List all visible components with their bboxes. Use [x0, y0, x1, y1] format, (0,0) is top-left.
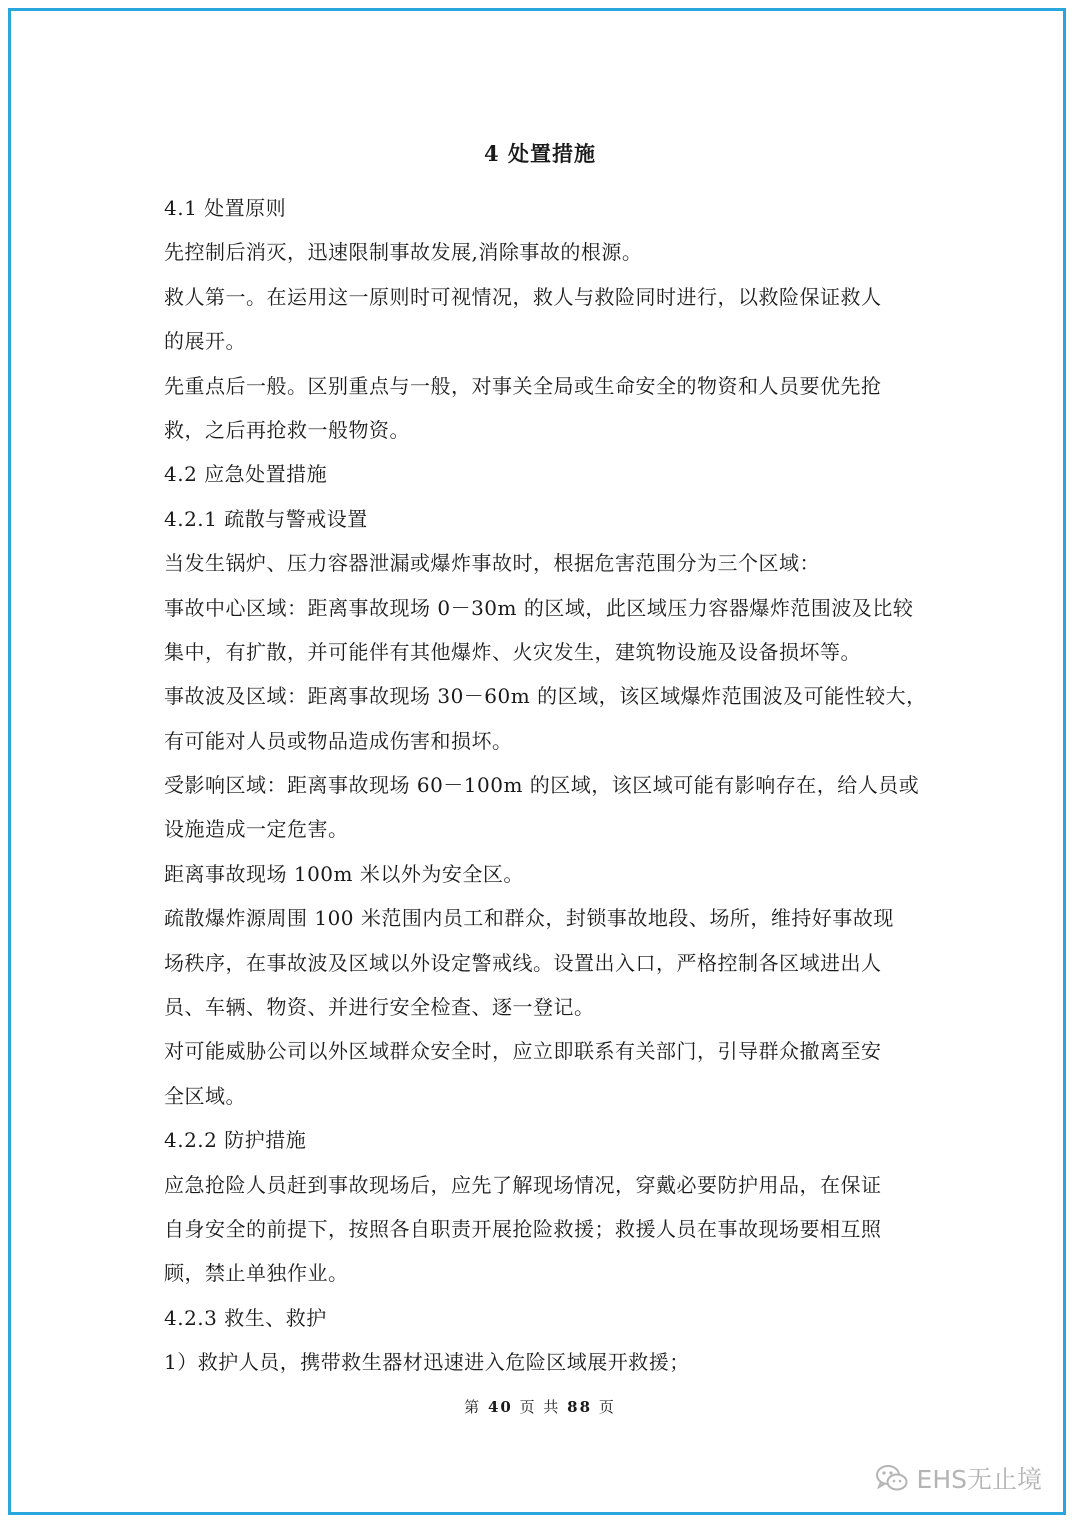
text-line: 疏散爆炸源周围 100 米范围内员工和群众，封锁事故地段、场所，维持好事故现 — [164, 906, 894, 931]
footer-suffix: 页 — [598, 1398, 616, 1416]
text-line: 有可能对人员或物品造成伤害和损坏。 — [164, 728, 513, 753]
text-line: 场秩序，在事故波及区域以外设定警戒线。设置出入口，严格控制各区域进出人 — [164, 950, 882, 975]
text-line: 对可能威胁公司以外区域群众安全时，应立即联系有关部门，引导群众撤离至安 — [164, 1039, 882, 1064]
current-page-number: 40 — [487, 1398, 513, 1416]
footer-middle: 页 共 — [519, 1398, 561, 1416]
document-body — [164, 186, 934, 1385]
total-page-count: 88 — [567, 1398, 593, 1416]
footer-prefix: 第 — [464, 1398, 482, 1416]
text-line: 4.1 处置原则 — [164, 196, 287, 220]
text-line: 4.2.1 疏散与警戒设置 — [164, 506, 368, 531]
watermark-text: EHS无止境 — [916, 1465, 1042, 1494]
text-line: 顾，禁止单独作业。 — [164, 1261, 349, 1286]
text-line: 先重点后一般。区别重点与一般，对事关全局或生命安全的物资和人员要优先抢 — [164, 373, 882, 398]
text-line: 4.2 应急处置措施 — [164, 462, 328, 487]
text-line: 全区域。 — [164, 1083, 246, 1108]
watermark — [875, 1460, 1042, 1496]
text-line: 事故波及区域：距离事故现场 30－60m 的区域，该区域爆炸范围波及可能性较大， — [164, 684, 927, 709]
text-line: 先控制后消灭，迅速限制事故发展,消除事故的根源。 — [164, 240, 643, 265]
text-line: 的展开。 — [164, 329, 246, 354]
text-line: 自身安全的前提下，按照各自职责开展抢险救援；救援人员在事故现场要相互照 — [164, 1216, 882, 1241]
text-line: 当发生锅炉、压力容器泄漏或爆炸事故时，根据危害范围分为三个区域： — [164, 551, 820, 576]
page-footer — [0, 1396, 1080, 1417]
section-title: 4 处置措施 — [484, 141, 596, 166]
text-line: 集中，有扩散，并可能伴有其他爆炸、火灾发生，建筑物设施及设备损坏等。 — [164, 639, 861, 664]
text-line: 事故中心区域：距离事故现场 0－30m 的区域，此区域压力容器爆炸范围波及比较 — [164, 595, 914, 620]
text-line: 4.2.2 防护措施 — [164, 1128, 307, 1153]
text-line: 救人第一。在运用这一原则时可视情况，救人与救险同时进行，以救险保证救人 — [164, 284, 882, 309]
text-line: 距离事故现场 100m 米以外为安全区。 — [164, 861, 524, 886]
wechat-icon — [875, 1463, 909, 1493]
text-line: 救，之后再抢救一般物资。 — [164, 417, 410, 442]
text-line: 应急抢险人员赶到事故现场后，应先了解现场情况，穿戴必要防护用品，在保证 — [164, 1172, 882, 1197]
text-line: 1）救护人员，携带救生器材迅速进入危险区域展开救援； — [164, 1350, 690, 1375]
text-line: 4.2.3 救生、救护 — [164, 1305, 327, 1330]
text-line: 设施造成一定危害。 — [164, 817, 349, 842]
text-line: 员、车辆、物资、并进行安全检查、逐一登记。 — [164, 995, 595, 1020]
text-line: 受影响区域：距离事故现场 60－100m 的区域，该区域可能有影响存在，给人员或 — [164, 773, 920, 798]
